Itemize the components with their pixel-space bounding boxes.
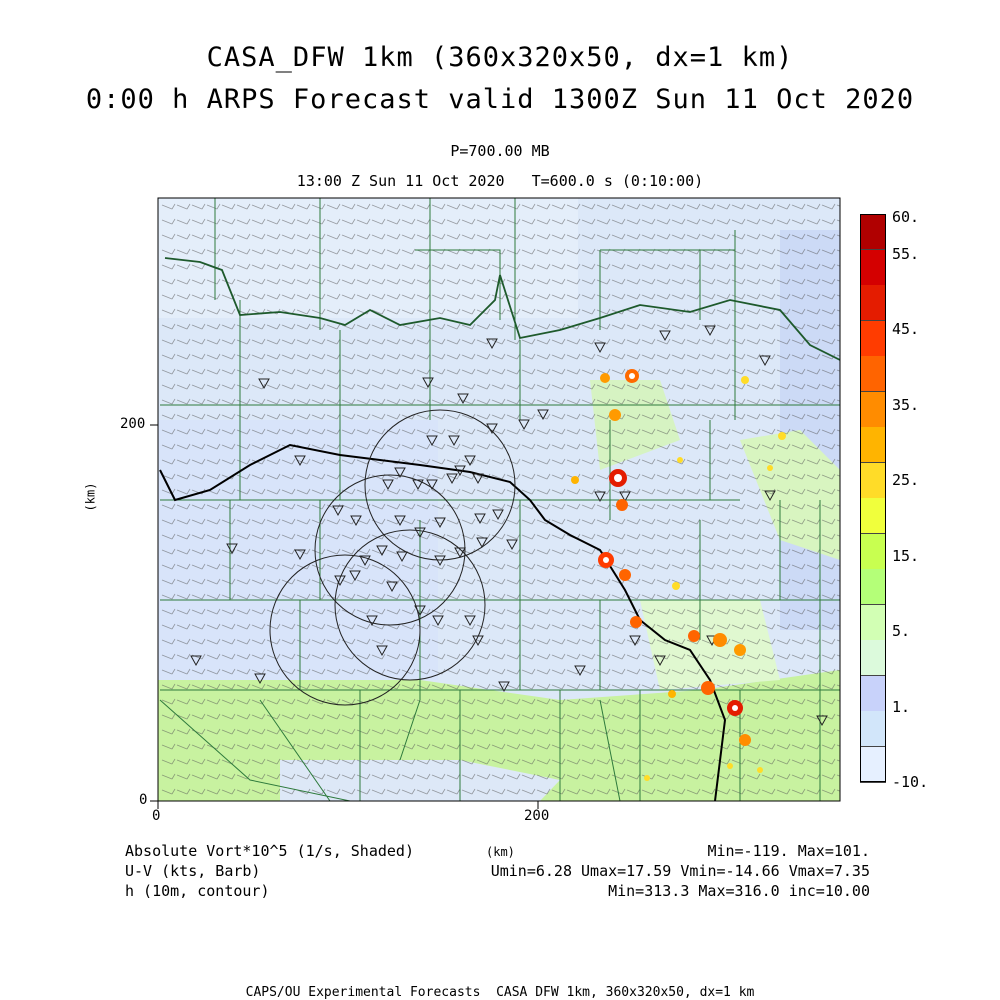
colorbar-label: 5. xyxy=(892,622,911,640)
x-tick-200: 200 xyxy=(524,808,550,824)
colorbar-label: 1. xyxy=(892,698,911,716)
colorbar-label: 60. xyxy=(892,208,920,226)
field-height: h (10m, contour) xyxy=(125,882,270,900)
y-tick-0: 0 xyxy=(139,792,148,808)
colorbar-label: 25. xyxy=(892,471,920,489)
field-wind: U-V (kts, Barb) xyxy=(125,862,261,880)
stats-height: Min=313.3 Max=316.0 inc=10.00 xyxy=(608,882,870,900)
field-vorticity: Absolute Vort*10^5 (1/s, Shaded) xyxy=(125,842,414,860)
credit-line: CAPS/OU Experimental Forecasts CASA DFW 1km, 360x320x50, dx=1 km xyxy=(245,985,755,1000)
colorbar-label: 35. xyxy=(892,396,920,414)
y-tick-200: 200 xyxy=(120,416,146,432)
colorbar-label: 55. xyxy=(892,245,920,263)
colorbar-label: 45. xyxy=(892,320,920,338)
valid-time: 13:00 Z Sun 11 Oct 2020 T=600.0 s (0:10:00) xyxy=(296,172,704,190)
stats-wind: Umin=6.28 Umax=17.59 Vmin=-14.66 Vmax=7.35 xyxy=(490,862,870,880)
colorbar-label: -10. xyxy=(892,773,929,791)
colorbar-label: 15. xyxy=(892,547,920,565)
title-line-1: CASA_DFW 1km (360x320x50, dx=1 km) xyxy=(206,42,794,73)
colorbar-frame xyxy=(860,214,886,782)
title-line-2: 0:00 h ARPS Forecast valid 1300Z Sun 11 Oct 2020 xyxy=(85,84,915,115)
y-axis-label: (km) xyxy=(83,482,98,512)
x-axis-label: (km) xyxy=(486,845,515,859)
pressure-level: P=700.00 MB xyxy=(450,142,550,160)
x-tick-0: 0 xyxy=(152,808,161,824)
stats-vorticity: Min=-119. Max=101. xyxy=(707,842,870,860)
